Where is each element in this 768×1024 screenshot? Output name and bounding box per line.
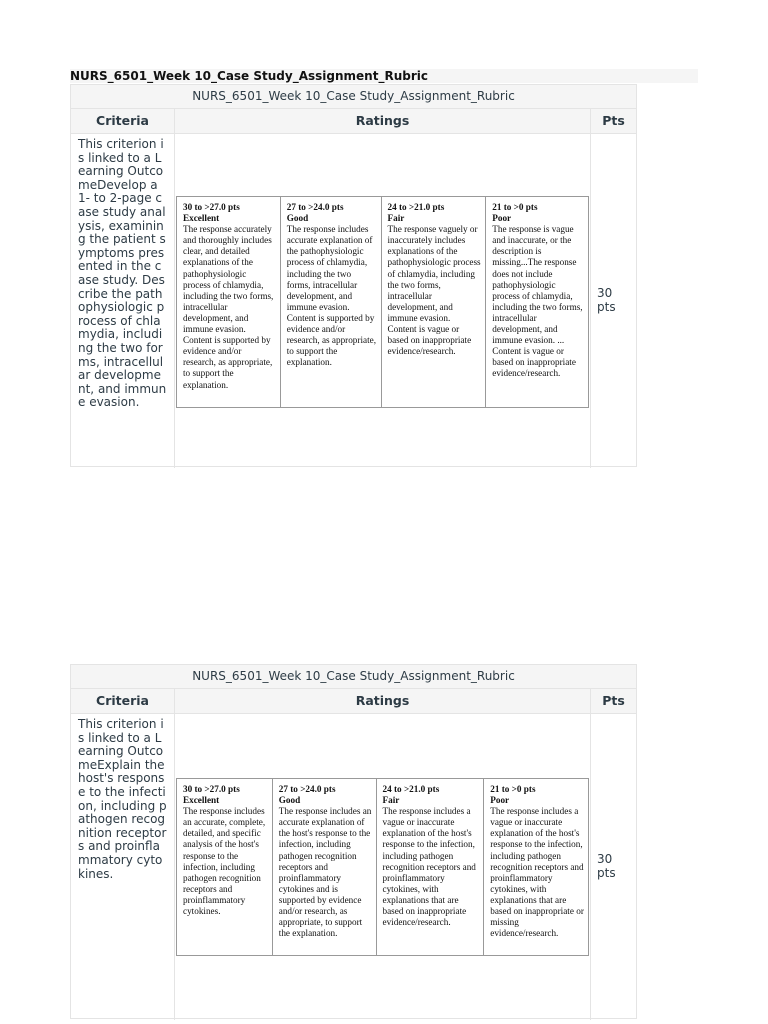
criterion-row (71, 714, 636, 1020)
rating-level: Good (278, 795, 301, 806)
ratings-cell (175, 714, 591, 1020)
criterion-points (591, 714, 636, 1020)
rating-level: Fair (382, 795, 400, 806)
rating-level: Fair (387, 213, 405, 224)
rubric-title: NURS_6501_Week 10_Case Study_Assignment_Rubric (71, 665, 636, 689)
rating-points: 30 to >27.0 pts (183, 202, 240, 212)
rating-good (281, 197, 382, 407)
rubric-header-row (71, 689, 636, 714)
rating-description: The response vaguely or inaccurately includes explanations of the pathophysiologic process of chlamydia, including the two forms, intracellular development, and immune evasion. Content is vague or based on inappropriate evidence/research. (387, 224, 481, 357)
criterion-description: This criterion is linked to a Learning OutcomeDevelop a 1- to 2-page case study analysis, examining the patient symptoms presented in the case study. Describe the pathophysiologic process of chlamydia, including the two forms, intracellular development, and immune evasion. (71, 134, 175, 468)
rating-points: 27 to >24.0 pts (278, 784, 336, 794)
pts-header: Pts (602, 113, 625, 128)
rating-fair (377, 779, 485, 955)
criteria-header: Criteria (71, 109, 175, 133)
points-value: 30 pts (597, 852, 616, 880)
document-heading: NURS_6501_Week 10_Case Study_Assignment_Rubric (70, 69, 698, 83)
rubric-table-2 (70, 664, 637, 1019)
rubric-header-row (71, 109, 636, 134)
rating-fair (382, 197, 487, 407)
points-value: 30 pts (597, 286, 616, 314)
rating-points: 21 to >0 pts (492, 202, 538, 212)
rating-points: 27 to >24.0 pts (286, 202, 344, 212)
rubric-title: NURS_6501_Week 10_Case Study_Assignment_Rubric (71, 85, 636, 109)
rating-level: Poor (492, 213, 512, 224)
rating-description: The response includes a vague or inaccurate explanation of the host's response to the infection, including pathogen recognition receptors and proinflammatory cytokines, with explanations that are based on inappropriate or missing evidence/research. (490, 806, 584, 939)
criterion-points (591, 134, 636, 468)
rating-description: The response includes a vague or inaccurate explanation of the host's response to the infection, including pathogen recognition receptors and proinflammatory cytokines, with explanations that are based on inappropriate evidence/research. (382, 806, 476, 928)
rating-description: The response includes an accurate explanation of the host's response to the infection, including pathogen recognition receptors and proinflammatory cytokines and is supported by evidence and/or research, as appropriate, to support the explanation. (278, 806, 372, 939)
ratings-table (176, 196, 589, 408)
rating-description: The response accurately and thoroughly includes clear, and detailed explanations of the pathophysiologic process of chlamydia, including the two forms, intracellular development, and immune evasion. Content is supported by evidence and/or research, as appropriate, to support the explanation. (183, 224, 274, 390)
rating-description: The response includes an accurate, complete, detailed, and specific analysis of the host's response to the infection, including pathogen recognition receptors and proinflammatory cytokines. (183, 806, 266, 917)
ratings-table (176, 778, 589, 956)
criterion-description: This criterion is linked to a Learning OutcomeExplain the host's response to the infection, including pathogen recognition receptors and proinflammatory cytokines. (71, 714, 175, 1020)
ratings-cell (175, 134, 591, 468)
criterion-row (71, 134, 636, 468)
rating-level: Excellent (183, 213, 220, 224)
rating-good (273, 779, 377, 955)
ratings-header: Ratings (175, 689, 591, 713)
rating-points: 24 to >21.0 pts (387, 202, 445, 212)
rating-poor (486, 197, 588, 407)
criteria-header: Criteria (71, 689, 175, 713)
rating-excellent (177, 197, 281, 407)
pts-header: Pts (602, 693, 625, 708)
rating-points: 24 to >21.0 pts (382, 784, 440, 794)
rating-points: 21 to >0 pts (490, 784, 536, 794)
ratings-header: Ratings (175, 109, 591, 133)
rating-level: Excellent (183, 795, 220, 806)
rating-poor (484, 779, 588, 955)
rating-level: Good (286, 213, 309, 224)
rating-points: 30 to >27.0 pts (183, 784, 240, 794)
rating-level: Poor (490, 795, 510, 806)
rubric-table-1 (70, 84, 637, 467)
rating-description: The response is vague and inaccurate, or the description is missing...The response does not include pathophysiologic process of chlamydia, including the two forms, intracellular development, and immune evasion. ... Content is vague or based on inappropriate evidence/research. (492, 224, 583, 379)
rating-description: The response includes accurate explanation of the pathophysiologic process of chlamydia, including the two forms, intracellular development, and immune evasion. Content is supported by evidence and/or research, as appropriate, to support the explanation. (286, 224, 377, 368)
rating-excellent (177, 779, 273, 955)
